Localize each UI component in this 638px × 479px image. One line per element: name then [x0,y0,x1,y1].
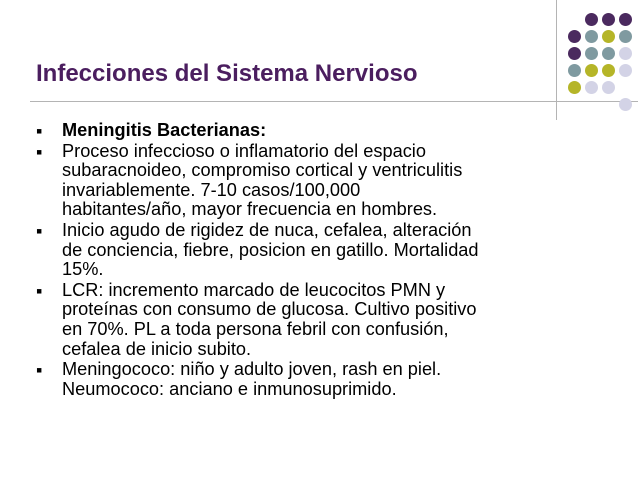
decorative-dot [568,30,581,43]
bullet-text-line: en 70%. PL a toda persona febril con confusión, [62,318,449,339]
bullet-list [36,121,616,400]
bullet-text-line: Proceso infeccioso o inflamatorio del espacio [62,140,426,161]
title-underline [30,101,638,102]
decorative-dot [602,64,615,77]
bullet-text-line: de conciencia, fiebre, posicion en gatillo. Mortalidad [62,239,479,260]
bullet-item [36,221,616,280]
bullet-square-icon: ▪ [36,121,43,141]
decorative-dot [619,98,632,111]
decorative-dot [585,13,598,26]
bullet-square-icon: ▪ [36,220,43,241]
bullet-square-icon: ▪ [36,360,43,381]
vertical-divider [556,0,557,120]
bullet-text-line: habitantes/año, mayor frecuencia en hombres. [62,199,438,220]
bullet-text-line: 15%. [62,259,104,280]
bullet-text-line: Meningitis Bacterianas: [62,120,267,140]
decorative-dot [585,47,598,60]
decorative-dot [568,47,581,60]
decorative-dot [602,81,615,94]
bullet-item [36,121,616,141]
bullet-text-line: LCR: incremento marcado de leucocitos PMN y [62,279,446,300]
decorative-dot [585,64,598,77]
bullet-text-line: proteínas con consumo de glucosa. Cultivo positivo [62,299,477,320]
bullet-text-line: Meningococo: niño y adulto joven, rash en piel. [62,359,442,380]
decorative-dot [585,30,598,43]
bullet-item [36,142,616,220]
slide-title: Infecciones del Sistema Nervioso [36,60,418,87]
dot-grid-decoration [568,13,638,123]
decorative-dot [585,81,598,94]
decorative-dot [568,64,581,77]
decorative-dot [602,13,615,26]
decorative-dot [568,81,581,94]
bullet-item [36,360,616,399]
bullet-text-line: subaracnoideo, compromiso cortical y ventriculitis [62,160,463,181]
decorative-dot [602,47,615,60]
decorative-dot [619,13,632,26]
decorative-dot [619,64,632,77]
decorative-dot [619,30,632,43]
bullet-item [36,281,616,359]
decorative-dot [619,47,632,60]
bullet-text-line: Inicio agudo de rigidez de nuca, cefalea, alteración [62,219,472,240]
bullet-square-icon: ▪ [36,141,43,162]
bullet-text-line: invariablemente. 7-10 casos/100,000 [62,179,361,200]
bullet-text-line: cefalea de inicio subito. [62,338,252,359]
bullet-text-line: Neumococo: anciano e inmunosuprimido. [62,378,397,399]
bullet-square-icon: ▪ [36,280,43,301]
decorative-dot [602,30,615,43]
